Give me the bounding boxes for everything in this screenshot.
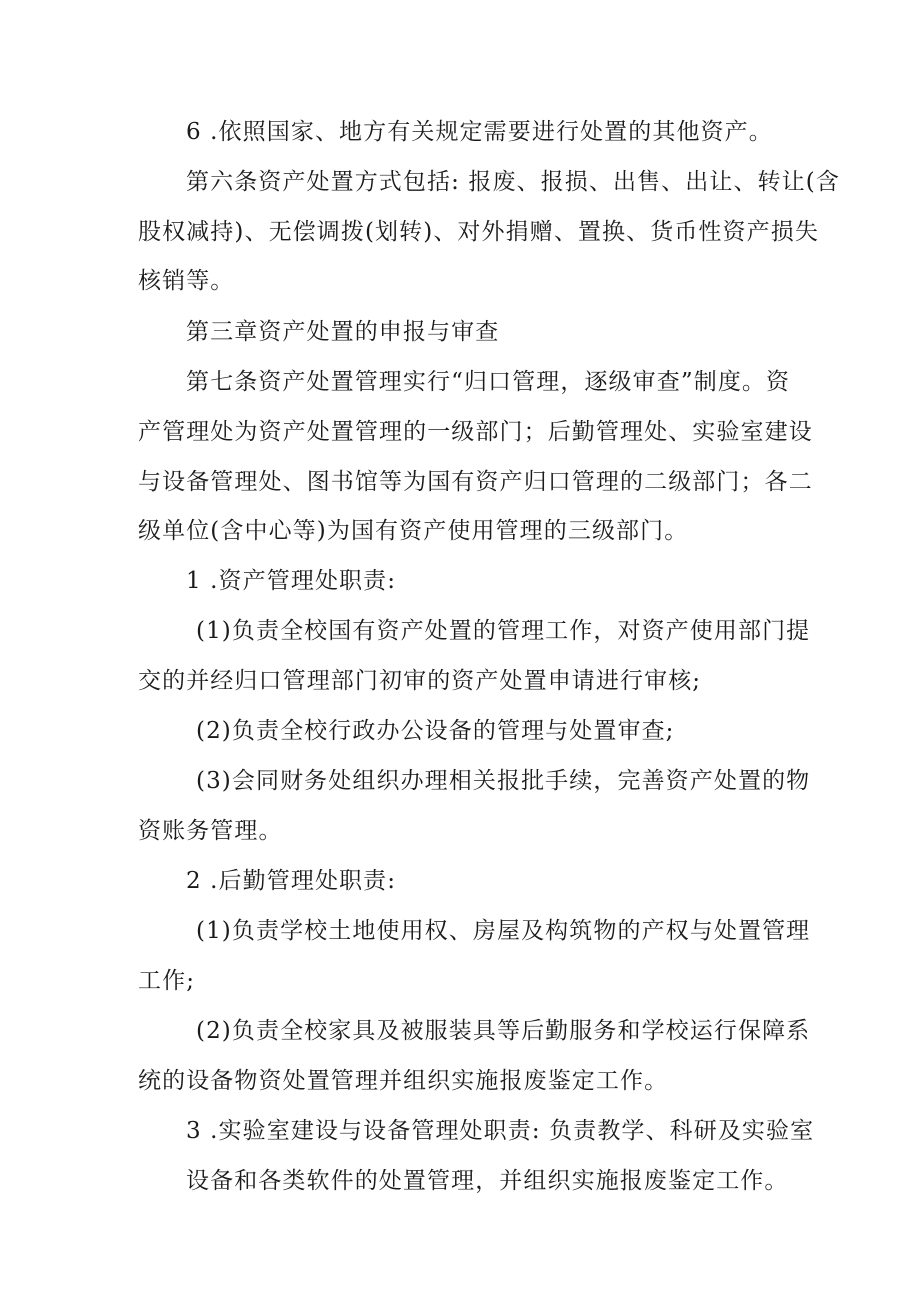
paragraph-line-duty-2-2: (2)负责全校家具及被服装具等后勤服务和学校运行保障系: [196, 1018, 811, 1044]
paragraph-line-article-6-end: 核销等。: [138, 268, 235, 294]
paragraph-line-article-7: 第七条资产处置管理实行“归口管理，逐级审查”制度。资: [186, 369, 791, 395]
paragraph-line-article-6: 第六条资产处置方式包括: 报废、报损、出售、出让、转让(含: [186, 169, 840, 195]
paragraph-line-lab-office: 3 .实验室建设与设备管理处职责: 负责教学、科研及实验室: [186, 1118, 815, 1144]
paragraph-line-duty-2-1: (1)负责学校土地使用权、房屋及构筑物的产权与处置管理: [196, 918, 811, 944]
chapter-heading: 第三章资产处置的申报与审查: [186, 319, 500, 345]
paragraph-line-duty-2-1-end: 工作;: [138, 968, 196, 994]
paragraph-line-duty-1-1-end: 交的并经归口管理部门初审的资产处置申请进行审核;: [138, 668, 702, 694]
paragraph-line-article-7-cont2: 与设备管理处、图书馆等为国有资产归口管理的二级部门；各二: [138, 469, 813, 495]
paragraph-line-duty-1-3-end: 资账务管理。: [138, 818, 283, 844]
paragraph-line-item-6: 6 .依照国家、地方有关规定需要进行处置的其他资产。: [186, 119, 773, 145]
paragraph-line-article-7-cont1: 产管理处为资产处置管理的一级部门；后勤管理处、实验室建设: [138, 419, 813, 445]
paragraph-line-duty-2-2-end: 统的设备物资处置管理并组织实施报废鉴定工作。: [138, 1068, 669, 1094]
paragraph-line-article-6-cont: 股权减持)、无偿调拨(划转)、对外捐赠、置换、货币性资产损失: [138, 219, 819, 245]
paragraph-line-duty-1-2: (2)负责全校行政办公设备的管理与处置审查;: [196, 718, 675, 744]
section-heading-asset-office: 1 .资产管理处职责:: [186, 568, 397, 594]
paragraph-line-duty-1-1: (1)负责全校国有资产处置的管理工作，对资产使用部门提: [196, 618, 811, 644]
paragraph-line-lab-office-end: 设备和各类软件的处置管理，并组织实施报废鉴定工作。: [186, 1168, 789, 1194]
paragraph-line-article-7-end: 级单位(含中心等)为国有资产使用管理的三级部门。: [138, 518, 689, 544]
section-heading-logistics-office: 2 .后勤管理处职责:: [186, 868, 397, 894]
paragraph-line-duty-1-3: (3)会同财务处组织办理相关报批手续，完善资产处置的物: [196, 768, 811, 794]
